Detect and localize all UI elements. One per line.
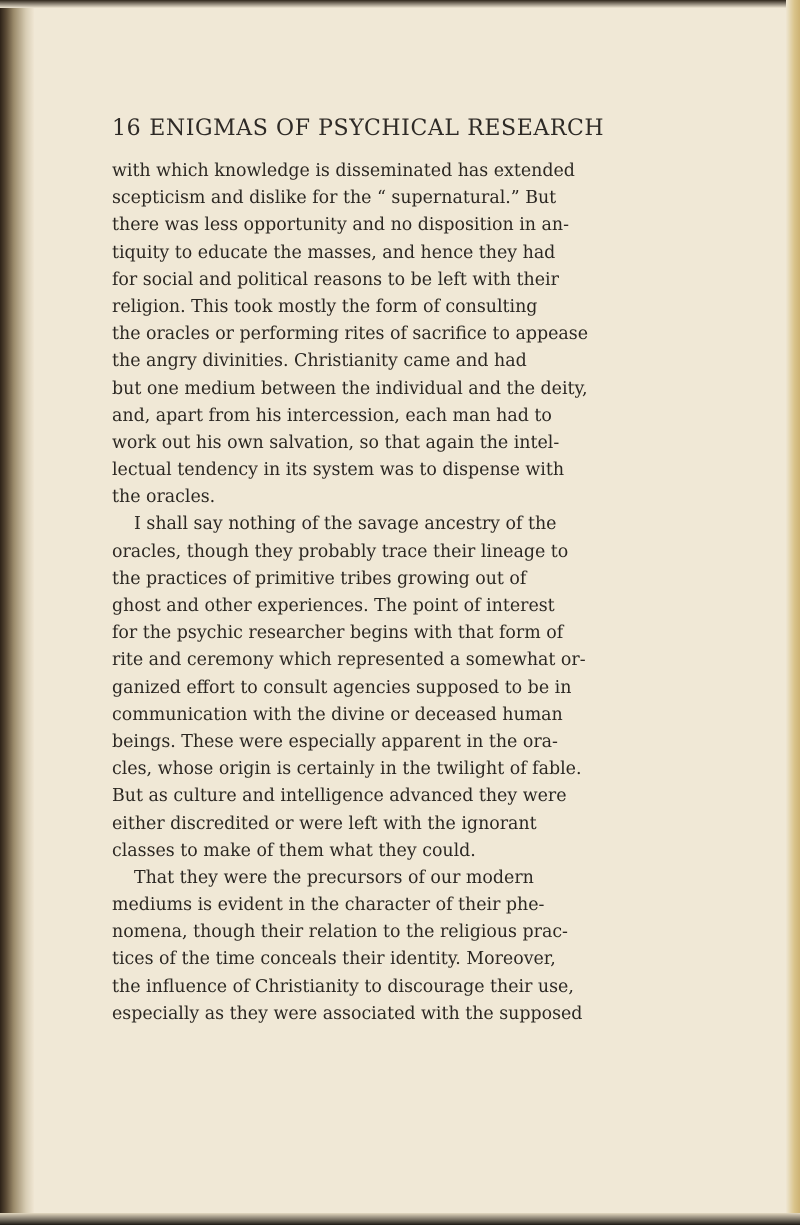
text-line: mediums is evident in the character of their phe- [112, 895, 545, 916]
text-line: nomena, though their relation to the religious prac- [112, 922, 568, 943]
running-head [112, 116, 752, 141]
text-line: ghost and other experiences. The point of interest [112, 596, 555, 616]
paragraph-first-line: I shall say nothing of the savage ancestry of the [134, 514, 557, 535]
book-binding-edge [0, 0, 34, 1225]
text-line: religion. This took mostly the form of consulting [112, 296, 538, 317]
text-line: for the psychic researcher begins with that form of [112, 623, 564, 644]
text-line: the practices of primitive tribes growing out of [112, 568, 527, 589]
text-line: ganized effort to consult agencies supposed to be in [112, 677, 572, 698]
text-line: especially as they were associated with the supposed [112, 1003, 583, 1024]
page-top-edge [0, 0, 800, 8]
text-line: work out his own salvation, so that again the intel- [112, 432, 560, 453]
text-line: lectual tendency in its system was to dispense with [112, 460, 565, 481]
text-line: the oracles. [112, 487, 216, 508]
page-number: 16 [112, 116, 142, 141]
text-line: But as culture and intelligence advanced they were [112, 786, 567, 807]
text-line: the angry divinities. Christianity came and had [112, 351, 527, 372]
text-line: rite and ceremony which represented a somewhat or- [112, 650, 586, 671]
text-line: communication with the divine or deceased human [112, 704, 563, 725]
text-line: oracles, though they probably trace their lineage to [112, 541, 569, 562]
text-line: but one medium between the individual and the deity, [112, 378, 588, 399]
running-title: ENIGMAS OF PSYCHICAL RESEARCH [149, 116, 605, 141]
text-line: scepticism and dislike for the “ supernatural.” But [112, 188, 557, 209]
text-line: and, apart from his intercession, each man had to [112, 405, 552, 426]
text-line: there was less opportunity and no disposition in an- [112, 215, 569, 236]
body-text [112, 158, 780, 1028]
page-right-edge [786, 0, 800, 1225]
page-bottom-edge [0, 1213, 800, 1225]
text-line: the influence of Christianity to discourage their use, [112, 976, 574, 997]
text-line: tices of the time conceals their identity. Moreover, [112, 949, 556, 970]
text-line: either discredited or were left with the ignorant [112, 813, 537, 834]
paragraph-first-line: That they were the precursors of our modern [134, 867, 534, 888]
text-line: beings. These were especially apparent in the ora- [112, 731, 558, 752]
text-line: cles, whose origin is certainly in the twilight of fable. [112, 759, 582, 780]
text-line: classes to make of them what they could. [112, 840, 476, 861]
text-line: with which knowledge is disseminated has extended [112, 161, 575, 181]
text-line: the oracles or performing rites of sacrifice to appease [112, 324, 588, 345]
text-line: tiquity to educate the masses, and hence they had [112, 242, 556, 263]
text-line: for social and political reasons to be left with their [112, 269, 559, 290]
